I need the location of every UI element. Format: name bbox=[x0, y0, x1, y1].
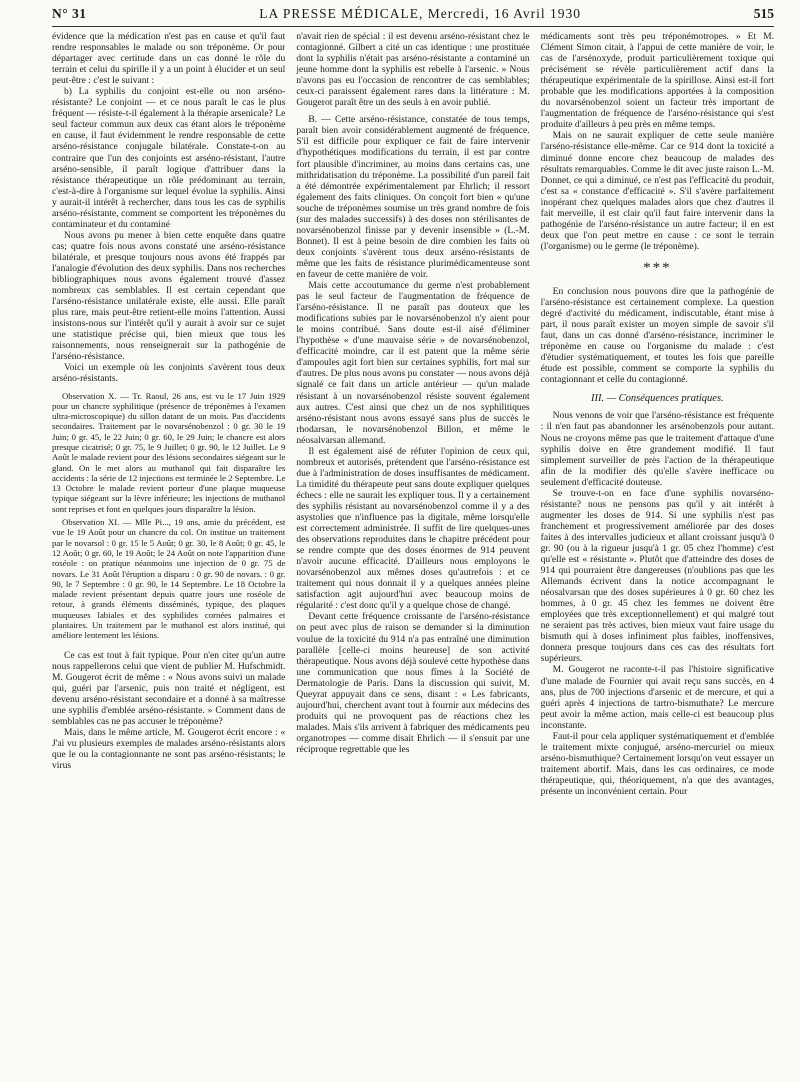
paragraph: évidence que la médication n'est pas en cause et qu'il faut rendre responsables le malade ou son tréponème. Or pour départager avec certitude dans un cas donné le rôle du terrain et celui du spirille il y a un point à élucider et un seul peut-être : c'est le suivant : bbox=[52, 31, 286, 87]
observations-block bbox=[52, 391, 285, 641]
column-2 bbox=[296, 31, 529, 1081]
observation-11: Observation XI. — Mlle Pi..., 19 ans, amie du précédent, est vue le 19 Août pour un chancre du col. On institue un traitement par le novarsol : 0 gr. 15 le 5 Août; 0 gr. 30, le 8 Août; 0 gr. 45, le 12 Août; 0 gr. 60, le 19 Août; le 24 Août on note l'apparition d'une roséole : on pratique néanmoins une injection de 0 gr. 75 de novars. Le 31 Août l'éruption a disparu : 0 gr. 90 de novars. : 0 gr. 90, le 7 Septembre : 0 gr. 90, le 14 Septembre. Le 18 Octobre la malade revient présentant depuis quatre jours une roséole de retour, à grands éléments disséminés, typique, des plaques muqueuses labiales et des syphilides cornées palmaires et plantaires. Un traitement par le muthanol est alors institué, qui améliore lentement les lésions. bbox=[52, 517, 286, 641]
column-1 bbox=[52, 31, 285, 1081]
paragraph: Nous avons pu mener à bien cette enquête dans quatre cas; quatre fois nous avons constaté une arséno-résistance bilatérale, et presque toujours nous avons été frappés par l'analogie d'évolution des deux syphilis. Dans nos recherches bibliographiques nous avons également trouvé d'assez nombreux cas semblables. Il est certain cependant que l'arséno-résistance unilatérale existe, elle aussi. Elle paraît plus rare, mais peut-être retient-elle moins l'attention. Aussi insistons-nous sur l'intérêt qu'il y aurait à avoir sur ce sujet une statistique précise qui, bien mieux que tous les raisonnements, nous renseignerait sur la pathogénie de l'arséno-résistance. bbox=[52, 229, 286, 363]
column-3 bbox=[541, 31, 774, 1081]
paragraph: B. — Cette arséno-résistance, constatée de tous temps, paraît bien avoir considérablement augmenté de fréquence. S'il est difficile pour expliquer ce fait de faire intervenir d'hypothétiques modifications du terrain, il est par contre fort plausible d'incriminer, au moins dans certains cas, une mithridatisation du tréponème. La possibilité d'un pareil fait a été démontrée expérimentalement par Ehrlich; il ressort également des faits cliniques. On conçoit fort bien « qu'une souche de tréponèmes soumise un très grand nombre de fois (sur des malades successifs) à des doses non stérilisantes de novarsénobenzol finisse par y devenir insensible » (L.-M. Bonnet). Il est à peine besoin de dire combien les faits où deux conjoints s'avèrent tous deux arséno-résistants de même que les faits de résistance plurimédicamenteuse sont en faveur de cette manière de voir. bbox=[296, 114, 530, 280]
paragraph: Nous venons de voir que l'arséno-résistance est fréquente : il n'en faut pas abandonner les arsénobenzols pour autant. Nous ne croyons même pas que le traitement d'attaque d'une syphilis doive en être grandement modifié. Il faut simplement surveiller de près l'action de la thérapeutique afin de la modifier dès qu'elle s'avère inefficace ou seulement d'efficacité douteuse. bbox=[540, 410, 774, 488]
journal-title: LA PRESSE MÉDICALE, Mercredi, 16 Avril 1930 bbox=[259, 6, 581, 21]
text-columns bbox=[52, 31, 774, 1081]
paragraph: médicaments sont très peu tréponémotropes. » Et M. Clément Simon citait, à l'appui de cette manière de voir, le cas de l'arsénoxyde, produit particulièrement toxique qui précisément se révèle particulièrement actif dans la thérapeutique expérimentale de la spirillose. Ainsi est-il fort probable que les modifications apportées à la composition du novarsénobenzol soient un facteur très important de l'augmentation de fréquence de l'arséno-résistance qui s'est produite d'ailleurs à peu près en même temps. bbox=[540, 31, 774, 131]
paragraph: n'avait rien de spécial : il est devenu arséno-résistant chez le contagionné. Gilbert a cité un cas identique : une prostituée dont la syphilis n'était pas arséno-résistante a contaminé un jeune homme dont la syphilis est rebelle à l'arsenic. » Nous n'avons pas eu l'occasion de rencontrer de cas semblables; ceux-ci paraissent également rares dans la littérature : M. Gougerot paraît être un des seuls à en avoir publié. bbox=[296, 31, 530, 109]
paragraph: b) La syphilis du conjoint est-elle ou non arséno-résistante? Le conjoint — et ce nous paraît le cas le plus fréquent — résiste-t-il également à la thérapie arsenicale? Le seul facteur commun aux deux cas étant alors le tréponème en cause, il faut évidemment le rendre responsable de cette arséno-résistance conjugale bilatérale. Constate-t-on au contraire que l'un des conjoints est arséno-résistant, l'autre arséno-sensible, il paraît logique d'attribuer dans la résistance thérapeutique un rôle prédominant au terrain, c'est-à-dire à l'organisme sur lequel évolue la syphilis. Ainsi y aurait-il intérêt à rechercher, dans tous les cas de syphilis arséno-résistante, comment se comportent les tréponèmes du contaminateur et du contaminé bbox=[52, 86, 286, 230]
observation-10: Observation X. — Tr. Raoul, 26 ans, est vu le 17 Juin 1929 pour un chancre syphilitique (présence de tréponèmes à l'examen ultra-microscopique) du sillon datant de un mois. Pas d'accidents secondaires. Traitement par le novarsénobenzol : 0 gr. 30 le 19 Juin; 0 gr. 45, le 22 Juin; 0 gr. 60, le 29 Juin; le chancre est alors presque cicatrisé; 0 gr. 75, le 9 Juillet; 0 gr. 90, le 12 Juillet. Le 9 Août le malade revient pour des lésions secondaires siégeant sur le gland. On le met alors au muthanol qui fait disparaître les accidents : la série de 12 injections est terminée le 2 Septembre. Le 13 Octobre le malade revient porteur d'une plaque muqueuse typique siégeant sur la lèvre inférieure; les injections de muthanol sont reprises et font en quelques jours disparaître la lésion. bbox=[52, 390, 286, 514]
paragraph: M. Gougerot ne raconte-t-il pas l'histoire significative d'une malade de Fournier qui avait reçu sans succès, en 4 ans, plus de 700 injections d'arsenic et de mercure, et qui a guéri après 4 injections de tartro-bismuthate? Le mercure peut avoir la même action, mais celle-ci est beaucoup plus inconstante. bbox=[540, 664, 774, 731]
section-separator: *** bbox=[643, 259, 672, 276]
paragraph: En conclusion nous pouvons dire que la pathogénie de l'arséno-résistance est certainement complexe. La question degré d'activité du médicament, indiscutable, étant mise à part, il nous paraît exister un moyen simple de savoir s'il faut, dans un cas donné d'arséno-résistance, incriminer le tréponème en cause ou l'organisme du malade : c'est d'étudier systématiquement, et toutes les fois que pareille étude est possible, comment se comporte la syphilis du contagionnant et celle du contagionné. bbox=[540, 285, 774, 386]
paragraph: Se trouve-t-on en face d'une syphilis novarséno-résistante? nous ne pensons pas qu'il y ait intérêt à augmenter les doses de 914. Si une syphilis n'est pas franchement et progressivement améliorée par des doses faites à des intervalles judicieux et allant croissant jusqu'à 0 gr. 90 (ou à la rigueur jusqu'à 1 gr. 05 chez l'homme) c'est qu'elle est « résistante ». Plutôt que d'atteindre des doses de 914 qui pourraient être dangereuses (n'oublions pas que les Allemands écrivent dans la notice accompagnant le néosalvarsan que des doses supérieures à 0 gr. 60 chez les hommes, à 0 gr. 45 chez les femmes ne doivent être employées que très exceptionnellement) et qui malgré tout ne seraient pas très actives, bien mieux vaut faire usage du bismuth qui à doses infiniment plus faibles, inoffensives, donnera presque toujours dans ces cas des résultats fort supérieurs. bbox=[540, 487, 774, 665]
paragraph: Il est également aisé de réfuter l'opinion de ceux qui, nombreux et autorisés, prétendent que l'arséno-résistance est due à l'administration de doses insuffisantes de médicament. La timidité du thérapeute peut sans doute expliquer quelques échecs : elle ne saurait les expliquer tous. Il y a certainement des syphilis résistant au novarsénobenzol comme il y a des asystolies que n'influence pas la digitale, même lorsqu'elle est correctement administrée. Il suffit de lire quelques-unes des observations reproduites dans le chapitre précédent pour se rendre compte que des doses énormes de 914 peuvent n'avoir aucune efficacité. D'ailleurs nous employons le novarsénobenzol aux mêmes doses qu'autrefois : et ce traitement qui nous donnait il y a quelques années pleine satisfaction agit aujourd'hui avec beaucoup moins de régularité : c'est donc qu'il y a quelque chose de changé. bbox=[296, 445, 530, 612]
page-number: 515 bbox=[753, 6, 774, 21]
paragraph: Mais cette accoutumance du germe n'est probablement pas le seul facteur de l'augmentation de fréquence de l'arséno-résistance. Il ne paraît pas douteux que les modifications subies par le novarsénobenzol n'y aient pour le moins contribué. Sans doute est-il aisé d'éliminer l'hypothèse « d'une mauvaise série » de novarsénobenzol, d'efficacité moindre, car il est patent que la même série d'ampoules agit fort bien sur certaines syphilis, fort mal sur d'autres. De plus nous avons pu constater — nous avons déjà signalé ce fait dans un article antérieur — qu'un malade résistant à un novarsénobenzol résiste souvent également aux autres. C'est ainsi que chez un de nos syphilitiques arséno-résistant nous avons essayé sans plus de succès le rhodarsan, le novarsénobenzol Billon, et même le néosalvarsan allemand. bbox=[296, 280, 530, 446]
page-header bbox=[52, 6, 774, 27]
issue-number: N° 31 bbox=[52, 6, 87, 21]
paragraph: Devant cette fréquence croissante de l'arséno-résistance on peut avec plus de raison se demander si la diminution voulue de la toxicité du 914 n'a pas entraîné une diminution parallèle [celle-ci moins heureuse] de son activité thérapeutique. Nous avons déjà soulevé cette hypothèse dans une communication que nous fîmes à la Société de Dermatologie de Paris. Dans la discussion qui suivit, M. Queyrat appuyait dans ce sens, disant : « Les fabricants, aujourd'hui, cherchent avant tout à fournir aux médecins des produits qui ne provoquent pas de réactions chez les malades. Mais s'ils arrivent à fabriquer des médicaments peu organotropes — comme disait Ehrlich — il s'ensuit par une réciproque regrettable que les bbox=[296, 611, 530, 755]
paragraph: Ce cas est tout à fait typique. Pour n'en citer qu'un autre nous rappellerons celui que vient de publier M. Hufschmidt. M. Gougerot écrit de même : « Nous avons suivi un malade qui, guéri par l'arsenic, puis non traité et négligent, est devenu arséno-résistant secondaire et a donné à sa maîtresse une syphilis d'emblée arséno-résistante. » Comment dans de semblables cas ne pas accuser le tréponème? bbox=[52, 649, 286, 727]
paragraph: Faut-il pour cela appliquer systématiquement et d'emblée le traitement mixte conjugué, arséno-mercuriel ou mieux arséno-bismuthique? Certainement lorsqu'on veut essayer un traitement abortif. Mais, dans les cas ordinaires, ce mode thérapeutique, qui, théoriquement, n'a que des avantages, présente un inconvénient certain. Pour bbox=[540, 730, 774, 797]
paragraph: Voici un exemple où les conjoints s'avèrent tous deux arséno-résistants. bbox=[52, 362, 286, 385]
paragraph: Mais, dans le même article, M. Gougerot écrit encore : « J'ai vu plusieurs exemples de malades arséno-résistants alors que le ou la contagionnante ne sont pas arséno-résistants; le virus bbox=[52, 726, 286, 772]
paragraph: Mais on ne saurait expliquer de cette seule manière l'arséno-résistance elle-même. Car ce 914 dont la toxicité a diminué donne encore chez beaucoup de malades des résultats remarquables. Comme le dit avec juste raison L.-M. Donnet, ce qui a diminué, ce n'est pas l'efficacité du produit, c'est sa « constance d'efficacité ». S'il s'avère parfaitement inopérant chez quelques malades alors que chez d'autres il fait merveille, il est clair qu'il faut faire intervenir dans la pathogénie de l'arséno-résistance un autre facteur; il en est deux que l'on peut mettre en cause : ce sont le terrain (l'organisme) ou le germe (le tréponème). bbox=[540, 130, 774, 252]
section-heading: III. — Conséquences pratiques. bbox=[590, 393, 724, 405]
